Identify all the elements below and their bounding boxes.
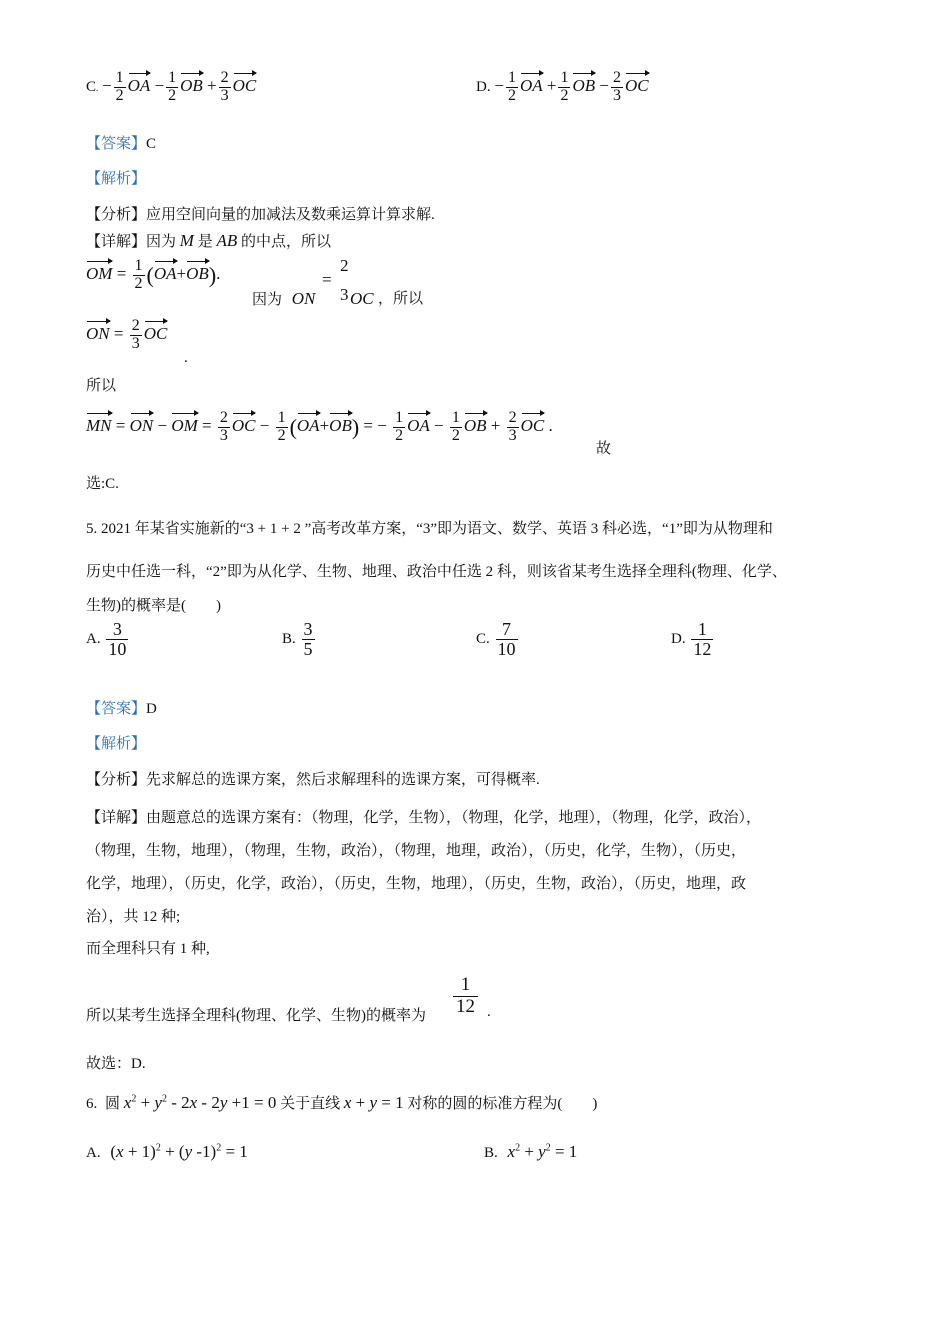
detail-text-a: 因为 — [146, 234, 177, 250]
detail-text-b: 是 — [197, 234, 213, 250]
option-d-prev — [476, 70, 649, 105]
option-num: 7 — [502, 619, 512, 639]
q6-option-a-label: A. — [86, 1145, 101, 1161]
answer-tag: 【答案】 — [86, 136, 147, 152]
q6-option-a: A. $(x + 1)^2 + (y$ -1)$^2$ = 1 — [86, 1142, 248, 1161]
q6-option-b: B. $x^2 + y^2 = 1$ — [484, 1142, 578, 1161]
q5-line1: 5. 2021 年某省实施新的“3 + 1 + 2 ”高考改革方案，“3”即为语文、数学、英语 3 科必选，“1”即为从物理和 — [86, 521, 773, 537]
answer-value: C — [146, 136, 157, 152]
detail5-line2: （物理，生物，地理），（物理，生物，政治），（物理，地理，政治），（历史，化学，生物），（历史， — [86, 843, 747, 859]
answer-line — [86, 132, 156, 153]
analysis-tag: 【解析】 — [86, 171, 147, 187]
option-den: 5 — [303, 638, 313, 659]
option-num: 1 — [697, 619, 707, 639]
option-d-formula: − $\frac{1}{2}$ OA + $\frac{1}{2}$ OB − $\frac{2}{3}$ OC — [494, 69, 649, 104]
prob-period: . — [487, 1004, 491, 1020]
q6-number: 6. — [86, 1096, 98, 1112]
choose-c: 选:C. — [86, 476, 119, 492]
q6-tail-text: 对称的圆的标准方程为( ) — [407, 1096, 598, 1112]
detail5-line1 — [86, 806, 761, 827]
q5-option-c — [476, 620, 520, 659]
q6-circle-eq: $x^2 + y^2 - 2x - 2y +1 = 0$ — [123, 1093, 277, 1112]
fenxi-line — [86, 203, 435, 224]
on-equation: ON = $\frac{2}{3}$ OC — [86, 317, 168, 352]
option-c-formula: − $\frac{1}{2}$ OA − $\frac{1}{2}$ OB + $\frac{2}{3}$ OC — [102, 69, 257, 104]
q5-option-d — [671, 620, 715, 659]
fenxi5-text: 先求解总的选课方案，然后求解理科的选课方案，可得概率. — [146, 772, 540, 788]
prob-num: 1 — [460, 974, 471, 995]
fenxi-text: 应用空间向量的加减法及数乘运算计算求解. — [146, 207, 435, 223]
q5-option-a — [86, 620, 130, 659]
detail-tag: 【详解】 — [86, 234, 147, 250]
q6-line-eq: x + y = 1 — [343, 1093, 404, 1112]
q5-line3: 生物)的概率是( ) — [86, 598, 221, 614]
answer5-line — [86, 697, 157, 718]
detail-line: 【详解】因为 M 是 AB 的中点，所以 — [86, 231, 332, 250]
gu-text: 故 — [596, 441, 612, 457]
q6-mid-text: 关于直线 — [280, 1096, 341, 1112]
fenxi5-line — [86, 768, 540, 789]
option-label: A. — [86, 630, 101, 647]
answer5-tag: 【答案】 — [86, 701, 147, 717]
option-label: B. — [282, 630, 296, 647]
detail5-line5: 而全理科只有 1 种, — [86, 941, 210, 957]
option-d-label: D. — [476, 79, 491, 96]
conclusion5: 故选：D. — [86, 1056, 146, 1072]
because-text: 因为 — [252, 292, 283, 308]
because-on: 因为 ON — [252, 289, 316, 308]
q5-option-b — [282, 620, 317, 659]
fenxi-tag: 【分析】 — [86, 207, 147, 223]
option-c-prev: C. − $\frac{1}{2}$ OA − $\frac{1}{2}$ OB + $\frac{2}{3}$ OC — [86, 69, 257, 104]
option-num: 3 — [303, 619, 313, 639]
q6-line — [86, 1092, 597, 1113]
option-label: D. — [671, 630, 686, 647]
on-fraction: = 2 3 OC ，所以 — [322, 256, 424, 308]
detail5-tag: 【详解】 — [86, 810, 147, 826]
detail5-line3: 化学，地理），（历史，化学，政治），（历史，生物，地理），（历史，生物，政治），（历史，地理，政 — [86, 876, 747, 892]
q5-line2: 历史中任选一科，“2”即为从化学、生物、地理、政治中任选 2 科，则该省某考生选择全理科(物理、化学、 — [86, 564, 787, 580]
so-comma: ，所以 — [378, 291, 424, 307]
om-equation: OM = $\frac{1}{2}$ (OA+OB). — [86, 257, 221, 292]
option-label: C. — [476, 630, 490, 647]
prob-fraction — [453, 975, 478, 1018]
q6-option-b-label: B. — [484, 1145, 498, 1161]
detail5-line6: 所以某考生选择全理科(物理、化学、生物)的概率为 — [86, 1008, 426, 1024]
option-c-label: C — [86, 79, 97, 96]
answer5-value: D — [146, 701, 157, 717]
detail5-text1: 由题意总的选课方案有：（物理，化学，生物），（物理，化学，地理），（物理，化学，政治）， — [146, 810, 762, 826]
q6-circle-word: 圆 — [105, 1096, 121, 1112]
option-den: 10 — [497, 638, 516, 659]
detail-text-c: 的中点，所以 — [241, 234, 332, 250]
so-line: 所以 — [86, 378, 117, 394]
option-den: 12 — [693, 638, 712, 659]
option-den: 10 — [108, 638, 127, 659]
detail5-line4: 治），共 12 种; — [86, 909, 181, 925]
mn-equation: MN = ON − OM = $\frac{2}{3}$ OC − $\frac{1}{2}$ (OA+OB) = − $\frac{1}{2}$ OA − $\frac{1}{2}$ OB + $\frac{2}{3}$ OC . — [86, 409, 553, 444]
analysis5-tag: 【解析】 — [86, 736, 147, 752]
prob-den: 12 — [453, 996, 478, 1018]
on-period: . — [184, 350, 188, 366]
option-num: 3 — [112, 619, 122, 639]
fenxi5-tag: 【分析】 — [86, 772, 147, 788]
